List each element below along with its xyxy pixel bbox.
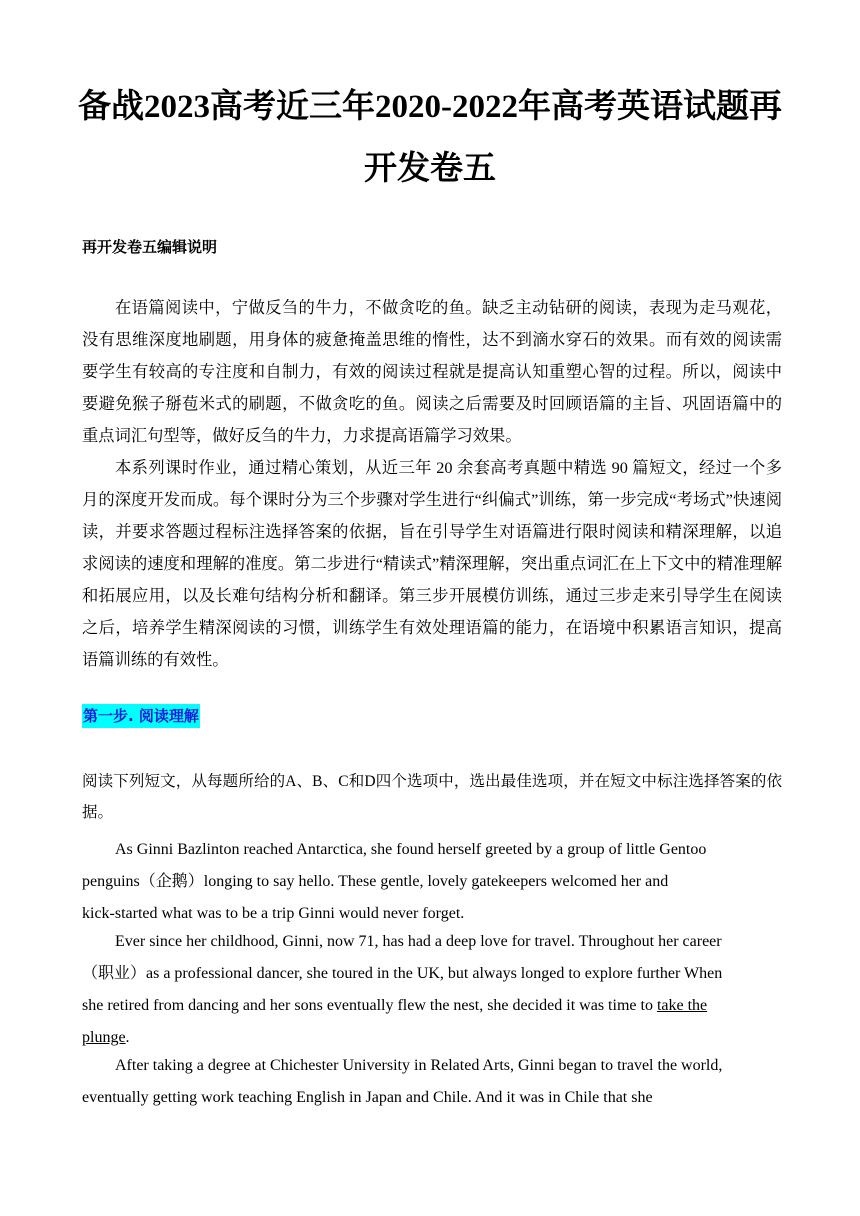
title-line-1: 备战2023高考近三年2020-2022年高考英语试题再 — [78, 89, 782, 125]
passage-paragraph-1 — [82, 834, 782, 930]
passage-paragraph-2 — [82, 926, 782, 1054]
passage-text: she retired from dancing and her sons eventually flew the nest, she decided it was time to — [82, 997, 657, 1014]
underlined-phrase: plunge — [82, 1029, 126, 1046]
passage-text: . — [125, 1029, 130, 1046]
instruction-text: 阅读下列短文，从每题所给的A、B、C和D四个选项中，选出最佳选项，并在短文中标注选择答案的依据。 — [82, 773, 782, 821]
section-heading: 再开发卷五编辑说明 — [82, 238, 218, 256]
intro-paragraph-2: 本系列课时作业，通过精心策划，从近三年 20 余套高考真题中精选 90 篇短文，经过一个多月的深度开发而成。每个课时分为三个步骤对学生进行“纠偏式”训练，第一步完成“考场式”快速阅读，并要求答题过程标注选择答案的依据，旨在引导学生对语篇进行限时阅读和精深理解，以追求阅读的速度和理解的准度。第二步进行“精读式”精深理解，突出重点词汇在上下文中的精准理解和拓展应用，以及长难句结构分析和翻译。第三步开展模仿训练，通过三步走来引导学生在阅读之后，培养学生精深阅读的习惯，训练学生有效处理语篇的能力，在语境中积累语言知识，提高语篇训练的有效性。 — [82, 458, 782, 669]
title-line-2: 开发卷五 — [364, 151, 496, 187]
document-title — [60, 76, 800, 200]
passage-line: kick-started what was to be a trip Ginni would never forget. — [82, 905, 465, 922]
passage-line: （职业）as a professional dancer, she toured in the UK, but always longed to explore further When — [82, 965, 723, 982]
passage-line: penguins（企鹅）longing to say hello. These gentle, lovely gatekeepers welcomed her and — [82, 873, 669, 890]
step-one-label: 第一步. 阅读理解 — [82, 704, 200, 728]
passage-line: Ever since her childhood, Ginni, now 71, has had a deep love for travel. Throughout her career — [115, 933, 722, 950]
passage-line: After taking a degree at Chichester University in Related Arts, Ginni began to travel the world, — [115, 1057, 723, 1074]
passage-line — [82, 990, 782, 1022]
passage-line: As Ginni Bazlinton reached Antarctica, she found herself greeted by a group of little Gentoo — [115, 841, 707, 858]
passage-line: eventually getting work teaching English in Japan and Chile. And it was in Chile that she — [82, 1089, 653, 1106]
passage-paragraph-3 — [82, 1050, 782, 1114]
intro-paragraph-1: 在语篇阅读中，宁做反刍的牛力，不做贪吃的鱼。缺乏主动钻研的阅读，表现为走马观花，没有思维深度地刷题，用身体的疲惫掩盖思维的惰性，达不到滴水穿石的效果。而有效的阅读需要学生有较高的专注度和自制力，有效的阅读过程就是提高认知重塑心智的过程。所以，阅读中要避免猴子掰苞米式的刷题，不做贪吃的鱼。阅读之后需要及时回顾语篇的主旨、巩固语篇中的重点词汇句型等，做好反刍的牛力，力求提高语篇学习效果。 — [82, 298, 782, 445]
underlined-phrase: take the — [656, 997, 708, 1014]
